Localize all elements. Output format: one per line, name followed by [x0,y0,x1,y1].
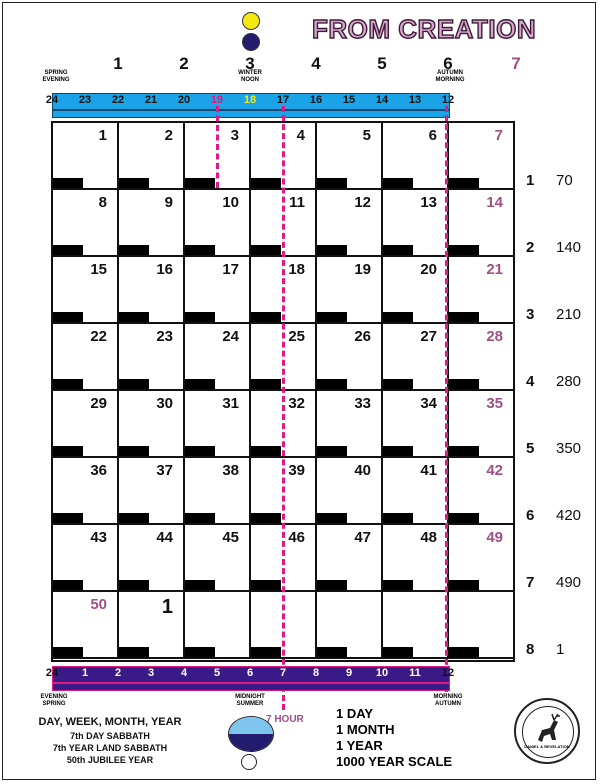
cell-number: 7 [494,127,503,144]
winter-noon-label: WINTER NOON [238,70,262,83]
calendar-cell [53,458,119,525]
night-block [317,446,347,456]
row-value: 280 [556,373,582,390]
night-block [317,312,347,322]
night-block [251,178,281,188]
row-value: 1 [556,641,565,658]
cell-number: 40 [354,462,371,479]
calendar-cell [317,190,383,257]
night-block [383,178,413,188]
hour-label: 15 [342,94,356,106]
night-block [185,245,215,255]
row-index: 6 [526,507,535,524]
calendar-cell [119,525,185,592]
cell-number: 31 [222,395,239,412]
hour-label: 1 [81,667,89,679]
calendar-cell [185,458,251,525]
night-block [383,513,413,523]
night-block [449,446,479,456]
calendar-cell [119,592,185,659]
calendar-cell [383,592,449,659]
calendar-cell [383,324,449,391]
cell-number: 33 [354,395,371,412]
cell-number: 6 [428,127,437,144]
calendar-cell [317,257,383,324]
cell-number: 30 [156,395,173,412]
hour-label: 13 [408,94,422,106]
calendar-cell [449,592,515,659]
cell-number: 12 [354,194,371,211]
calendar-cell [317,525,383,592]
calendar-cell [383,257,449,324]
calendar-cell [53,391,119,458]
hour-label: 19 [210,94,224,106]
hour-label: 8 [312,667,320,679]
scale-line: 1 DAY [336,706,374,721]
night-block [251,580,281,590]
hour-label: 7 [279,667,287,679]
calendar-cell [449,257,515,324]
cell-number: 48 [420,529,437,546]
night-block [119,513,149,523]
hour-label: 3 [147,667,155,679]
note-jubilee: 50th JUBILEE YEAR [66,755,154,765]
calendar-cell [119,324,185,391]
dashed-line-12 [445,106,448,692]
night-block [251,446,281,456]
cell-number: 4 [296,127,305,144]
scale-line: 1000 YEAR SCALE [336,754,453,769]
night-block [185,312,215,322]
calendar-cell [119,458,185,525]
hour-label: 16 [309,94,323,106]
calendar-cell [53,190,119,257]
cell-number: 16 [156,261,173,278]
top-day-number: 7 [511,54,521,73]
calendar-cell [119,257,185,324]
cell-number: 17 [222,261,239,278]
cell-number: 23 [156,328,173,345]
cycle-heading: DAY, WEEK, MONTH, YEAR [38,716,182,728]
night-block [119,446,149,456]
midnight-summer-label: MIDNIGHT SUMMER [235,694,265,707]
calendar-cell [449,525,515,592]
calendar-cell [119,391,185,458]
calendar-cell [383,458,449,525]
cell-number: 41 [420,462,437,479]
calendar-cell [383,123,449,190]
night-block [53,178,83,188]
row-value: 350 [556,440,582,457]
calendar-cell [317,458,383,525]
calendar-cell [185,257,251,324]
calendar-cell [53,257,119,324]
night-block [251,245,281,255]
night-block [383,446,413,456]
ministry-logo [514,698,580,764]
cell-number: 10 [222,194,239,211]
night-block [383,312,413,322]
calendar-cell [383,391,449,458]
hour-label: 6 [246,667,254,679]
night-block [449,379,479,389]
top-day-number: 2 [179,54,189,73]
cell-number: 46 [288,529,305,546]
night-block [185,178,215,188]
night-block [317,178,347,188]
cell-number: 2 [164,127,173,144]
sun-icon [242,12,260,30]
night-block [119,580,149,590]
cell-number: 21 [486,261,503,278]
hour-label: 4 [180,667,188,679]
calendar-cell [317,123,383,190]
hour-label: 20 [177,94,191,106]
top-day-number: 1 [113,54,123,73]
top-day-number: 5 [377,54,387,73]
row-value: 140 [556,239,582,256]
deer-icon [516,700,578,762]
night-block [185,513,215,523]
night-block [383,580,413,590]
calendar-cell [383,525,449,592]
seven-hour-label: 7 HOUR [266,714,304,725]
calendar-cell [119,123,185,190]
row-value: 70 [556,172,573,189]
night-block [383,245,413,255]
night-block [119,647,149,657]
calendar-cell [449,458,515,525]
cell-number: 9 [164,194,173,211]
cell-number: 1 [98,127,107,144]
cell-number: 43 [90,529,107,546]
autumn-morning-label: AUTUMN MORNING [435,70,465,83]
cell-number: 5 [362,127,371,144]
scale-legend [336,706,452,770]
cell-number: 36 [90,462,107,479]
calendar-cell [449,190,515,257]
calendar-cell [53,123,119,190]
night-block [449,513,479,523]
night-block [53,446,83,456]
night-block [317,580,347,590]
cell-number: 28 [486,328,503,345]
night-block [449,312,479,322]
calendar-cell [185,190,251,257]
cell-number: 14 [486,194,503,211]
hour-label: 21 [144,94,158,106]
night-block [317,379,347,389]
cell-number: 34 [420,395,437,412]
logo-text: DANIEL & REVELATION [524,744,570,749]
cell-number: 44 [156,529,173,546]
hour-label: 24 [45,667,59,679]
dashed-line-19 [216,106,219,188]
calendar-cell [317,391,383,458]
hour-label: 9 [345,667,353,679]
cell-number: 19 [354,261,371,278]
cell-number: 50 [90,596,107,613]
hour-label: 5 [213,667,221,679]
night-block [317,513,347,523]
cell-number: 25 [288,328,305,345]
night-block [251,379,281,389]
calendar-cell [185,324,251,391]
evening-spring-label: EVENING SPRING [40,694,68,707]
calendar-cell [53,324,119,391]
calendar-cell [53,525,119,592]
cell-number: 49 [486,529,503,546]
spring-evening-label: SPRING EVENING [42,70,70,83]
night-block [449,647,479,657]
night-block [251,312,281,322]
cell-number: 11 [289,194,305,211]
night-block [185,379,215,389]
cell-number: 47 [354,529,371,546]
row-index: 5 [526,440,535,457]
row-index: 7 [526,574,535,591]
cell-number: 29 [90,395,107,412]
night-block [317,647,347,657]
night-block [251,513,281,523]
night-block [449,580,479,590]
page-title: FROM CREATION [312,14,537,44]
calendar-cell [119,190,185,257]
night-block [53,580,83,590]
hour-label: 12 [441,667,455,679]
top-day-number: 6 [443,54,453,73]
cell-number: 24 [222,328,239,345]
night-block [119,178,149,188]
calendar-cell [185,391,251,458]
night-block [317,245,347,255]
cell-number: 32 [288,395,305,412]
night-block [53,245,83,255]
night-block [53,513,83,523]
top-day-number: 4 [311,54,321,73]
row-index: 2 [526,239,535,256]
moon-icon [242,33,260,51]
cell-number: 18 [288,261,305,278]
hour-label: 14 [375,94,389,106]
cell-number: 38 [222,462,239,479]
row-index: 1 [526,172,535,189]
calendar-cell [449,324,515,391]
night-block [53,647,83,657]
night-block [53,312,83,322]
cell-number: 45 [222,529,239,546]
hour-label: 2 [114,667,122,679]
cell-number: 1 [161,596,173,618]
night-block [119,312,149,322]
calendar-cell [383,190,449,257]
cell-number: 22 [90,328,107,345]
night-block [383,379,413,389]
hour-label: 11 [409,667,421,679]
night-block [185,446,215,456]
hour-label: 24 [45,94,59,106]
top-day-number: 3 [245,54,255,73]
calendar-cell [317,592,383,659]
calendar-cell [317,324,383,391]
row-index: 4 [526,373,535,390]
note-land-sabbath: 7th YEAR LAND SABBATH [52,743,168,753]
night-block [383,647,413,657]
hour-label: 17 [276,94,290,106]
cell-number: 13 [420,194,437,211]
row-value: 420 [556,507,582,524]
cell-number: 15 [90,261,107,278]
row-index: 8 [526,641,535,658]
hour-label: 22 [111,94,125,106]
hour-label: 12 [441,94,455,106]
row-value: 490 [556,574,582,591]
night-block [119,245,149,255]
cell-number: 42 [486,462,503,479]
night-block [185,580,215,590]
cell-number: 8 [98,194,107,211]
note-day-sabbath: 7th DAY SABBATH [70,731,150,741]
top-hour-bar-underline [52,110,450,118]
cell-number: 26 [354,328,371,345]
calendar-cell [53,592,119,659]
night-block [185,647,215,657]
cell-number: 27 [420,328,437,345]
hour-label: 10 [375,667,389,679]
cell-number: 35 [486,395,503,412]
small-moon-icon [241,754,257,770]
row-index: 3 [526,306,535,323]
night-block [53,379,83,389]
bottom-hour-bar-underline [52,683,450,691]
calendar-cell [449,391,515,458]
morning-autumn-label: MORNING AUTUMN [433,694,463,707]
hour-label: 23 [78,94,92,106]
cell-number: 37 [156,462,173,479]
calendar-cell [185,525,251,592]
cell-number: 20 [420,261,437,278]
hour-label: 18 [243,94,257,106]
night-block [119,379,149,389]
cell-number: 39 [288,462,305,479]
cell-number: 3 [230,127,239,144]
row-value: 210 [556,306,582,323]
scale-line: 1 MONTH [336,722,395,737]
calendar-cell [449,123,515,190]
calendar-cell [185,592,251,659]
night-block [449,245,479,255]
night-block [251,647,281,657]
scale-line: 1 YEAR [336,738,383,753]
night-block [449,178,479,188]
dashed-line-7-hour [282,106,285,710]
